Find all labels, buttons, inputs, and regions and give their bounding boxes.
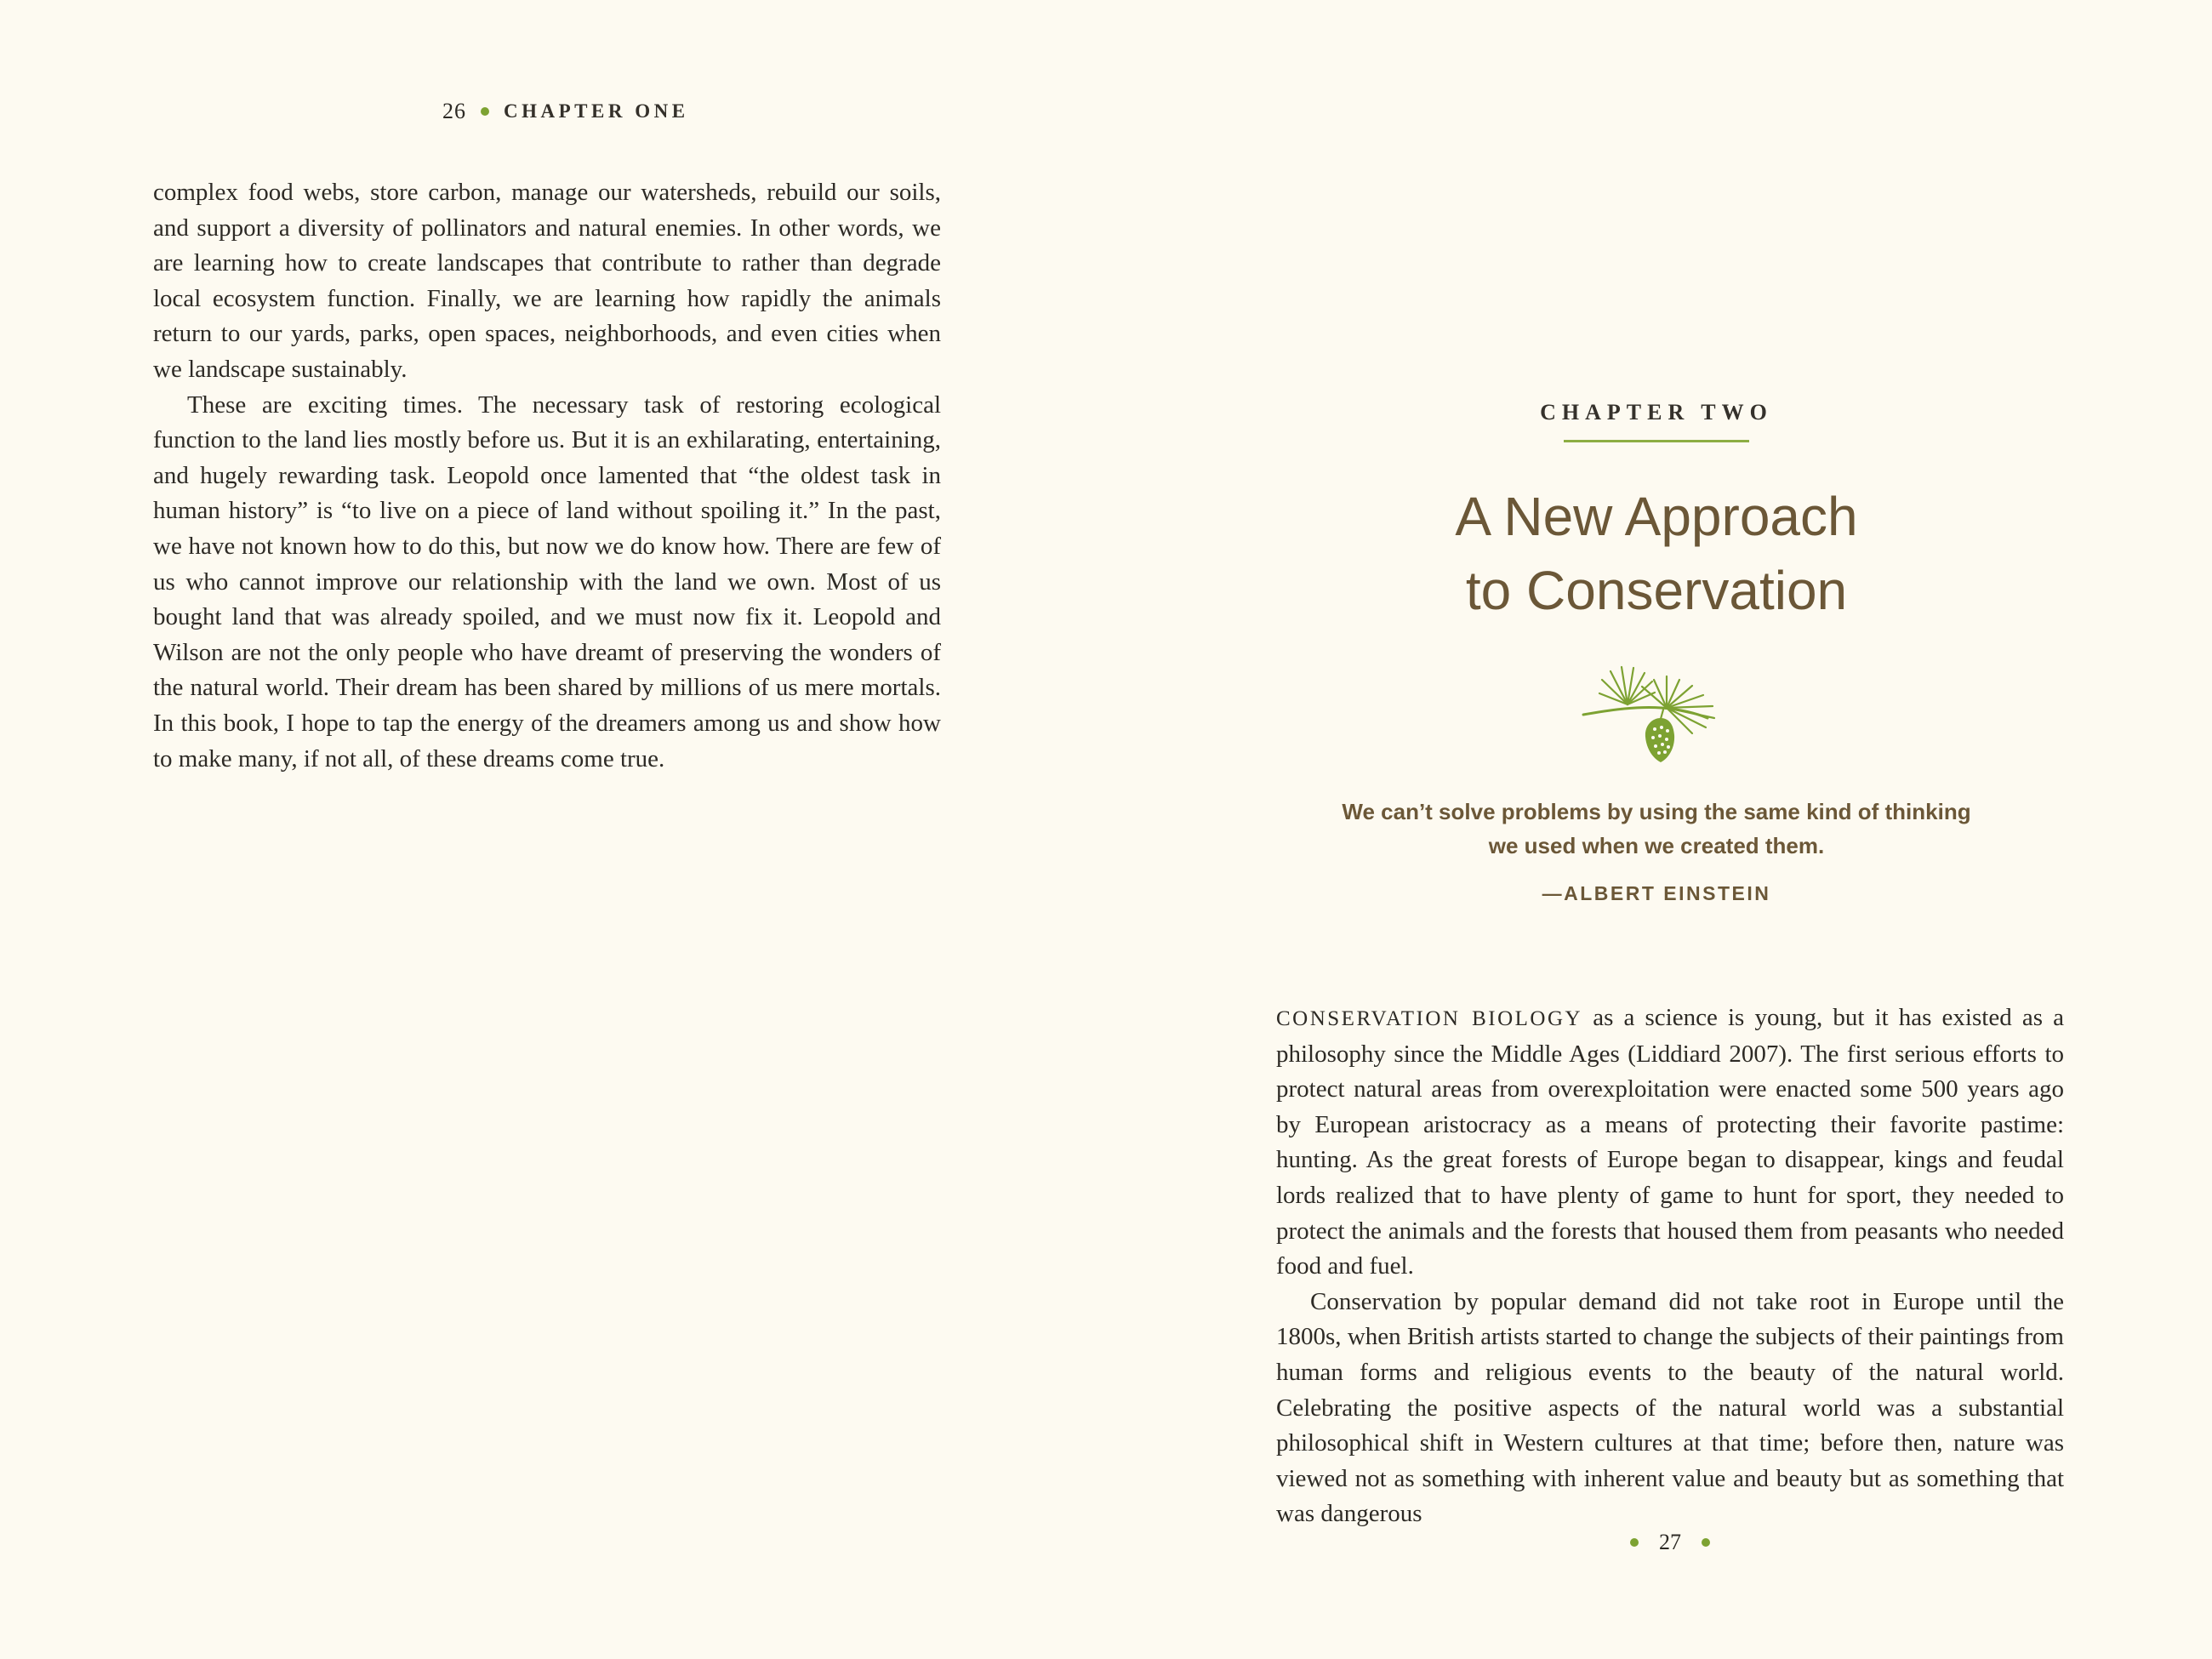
right-body-text — [1276, 1001, 2064, 1532]
green-dot-icon — [481, 107, 489, 116]
epigraph-attribution: —ALBERT EINSTEIN — [1542, 882, 1771, 904]
paragraph: These are exciting times. The necessary task of restoring ecological function to the land lies mostly before us. But it is an exhilarating, entertaining, and hugely rewarding task. Leopold once lamented that “the oldest task in human history” is “to live on a piece of land without spoiling it.” In the past, we have not known how to do this, but now we do know how. There are few of us who cannot improve our relationship with the land we own. Most of us bought land that was already spoiled, and we must now fix it. Leopold and Wilson are not the only people who have dreamt of preserving the wonders of the natural world. Their dream has been shared by millions of us mere mortals. In this book, I hope to tap the energy of the dreamers among us and show how to make many, if not all, of these dreams come true. — [153, 391, 941, 772]
chapter-number-label: CHAPTER TWO — [1540, 400, 1773, 425]
chapter-title-line1: A New Approach — [1455, 486, 1858, 547]
paragraph — [1276, 1001, 2064, 1285]
pine-branch-icon — [1578, 658, 1735, 771]
page-number: 26 — [442, 99, 466, 123]
green-dot-icon — [1702, 1538, 1710, 1547]
chapter-title — [1265, 480, 2048, 628]
chapter-opening — [1265, 400, 2048, 910]
paragraph: Conservation by popular demand did not take root in Europe until the 1800s, when British artists started to change the subjects of their paintings from human forms and religious events to the beauty of the natural world. Celebrating the positive aspects of the natural world was a substantial philosophical shift in Western cultures at that time; before then, nature was viewed not as something with inherent value and beauty but as something that was dangerous — [1276, 1287, 2064, 1528]
paragraph: complex food webs, store carbon, manage our watersheds, rebuild our soils, and support a diversity of pollinators and natural enemies. In other words, we are learning how to create landscapes that contribute to rather than degrade local ecosystem function. Finally, we are learning how rapidly the animals return to our yards, parks, open spaces, neighborhoods, and even cities when we landscape sustainably. — [153, 179, 941, 383]
page-number: 27 — [1659, 1530, 1681, 1554]
epigraph-line: We can’t solve problems by using the same kind of thinking — [1342, 799, 1971, 824]
epigraph — [1265, 795, 2048, 910]
chapter-rule — [1564, 440, 1749, 442]
green-dot-icon — [1630, 1538, 1639, 1547]
epigraph-line: we used when we created them. — [1488, 833, 1825, 858]
paragraph-text: as a science is young, but it has existed as a philosophy since the Middle Ages (Liddiard 2007). The first serious efforts to protect natural areas from overexploitation were enacted some 500 years ago by European aristocracy as a means of protecting their favorite pastime: hunting. As the great forests of Europe began to disappear, kings and feudal lords realized that to have plenty of game to hunt for sport, they needed to protect the animals and the forests that housed them from peasants who needed food and fuel. — [1276, 1004, 2064, 1280]
left-body-text — [153, 175, 941, 777]
running-head-chapter-label: CHAPTER ONE — [504, 100, 689, 122]
running-head — [442, 99, 689, 124]
chapter-title-line2: to Conservation — [1465, 560, 1848, 621]
lead-in-small-caps: CONSERVATION BIOLOGY — [1276, 1007, 1583, 1030]
page-footer — [1276, 1530, 2064, 1555]
